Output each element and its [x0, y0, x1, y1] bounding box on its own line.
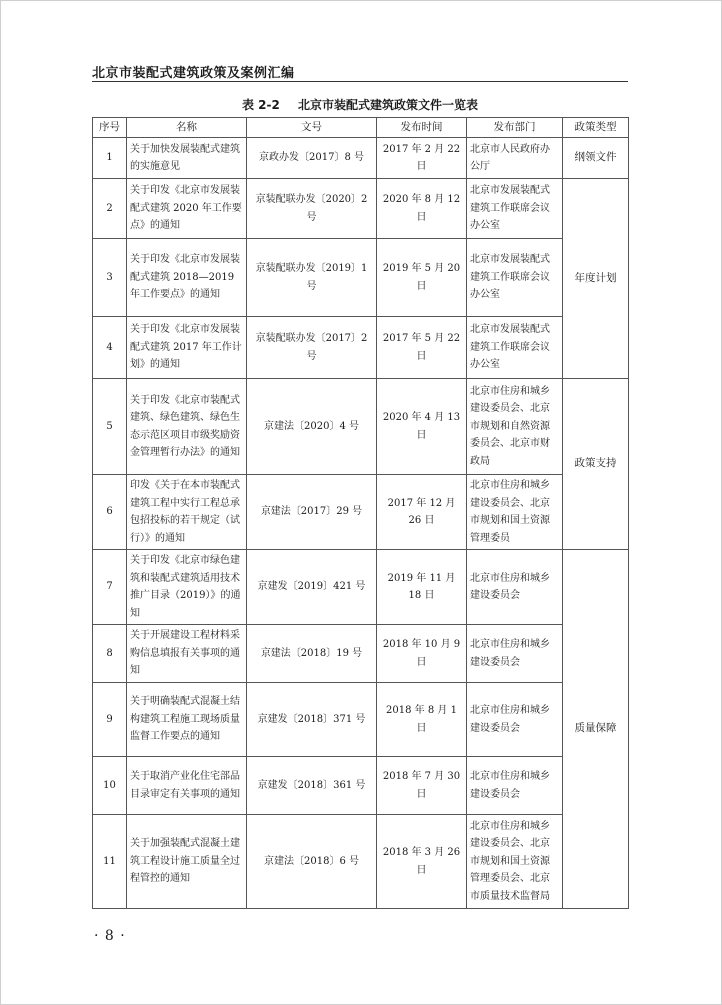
col-header-name: 名称	[127, 118, 247, 138]
policy-name: 关于印发《北京市发展装配式建筑 2017 年工作计划》的通知	[127, 317, 247, 379]
policy-name: 关于印发《北京市绿色建筑和装配式建筑适用技术推广目录（2019）》的通知	[127, 550, 247, 625]
table-title: 北京市装配式建筑政策文件一览表	[298, 98, 479, 112]
publish-date: 2018 年 8 月 1 日	[377, 683, 467, 757]
policy-name: 关于开展建设工程材料采购信息填报有关事项的通知	[127, 625, 247, 683]
issuing-department: 北京市住房和城乡建设委员会	[467, 683, 563, 757]
publish-date: 2020 年 8 月 12 日	[377, 179, 467, 239]
document-number: 京建法〔2018〕6 号	[247, 815, 377, 909]
policy-name: 关于印发《北京市发展装配式建筑 2018—2019 年工作要点》的通知	[127, 239, 247, 317]
publish-date: 2018 年 7 月 30 日	[377, 757, 467, 815]
table-number: 表 2-2	[241, 98, 280, 112]
table-row	[93, 683, 629, 757]
table-row	[93, 815, 629, 909]
row-number: 6	[93, 475, 127, 550]
issuing-department: 北京市住房和城乡建设委员会	[467, 757, 563, 815]
table-row	[93, 757, 629, 815]
publish-date: 2018 年 10 月 9 日	[377, 625, 467, 683]
document-number: 京建发〔2019〕421 号	[247, 550, 377, 625]
publish-date: 2018 年 3 月 26 日	[377, 815, 467, 909]
issuing-department: 北京市发展装配式建筑工作联席会议办公室	[467, 317, 563, 379]
issuing-department: 北京市发展装配式建筑工作联席会议办公室	[467, 239, 563, 317]
policy-name: 关于明确装配式混凝土结构建筑工程施工现场质量监督工作要点的通知	[127, 683, 247, 757]
publish-date: 2019 年 11 月 18 日	[377, 550, 467, 625]
running-header: 北京市装配式建筑政策及案例汇编	[92, 66, 295, 81]
table-row	[93, 179, 629, 239]
row-number: 11	[93, 815, 127, 909]
row-number: 8	[93, 625, 127, 683]
document-number: 京装配联办发〔2017〕2 号	[247, 317, 377, 379]
policy-type: 质量保障	[563, 550, 629, 909]
col-header-type: 政策类型	[563, 118, 629, 138]
table-row	[93, 550, 629, 625]
issuing-department: 北京市住房和城乡建设委员会、北京市规划和自然资源委员会、北京市财政局	[467, 379, 563, 475]
col-header-dept: 发布部门	[467, 118, 563, 138]
policy-type: 年度计划	[563, 179, 629, 379]
row-number: 1	[93, 138, 127, 179]
table-row	[93, 239, 629, 317]
row-number: 9	[93, 683, 127, 757]
issuing-department: 北京市人民政府办公厅	[467, 138, 563, 179]
document-number: 京建发〔2018〕361 号	[247, 757, 377, 815]
issuing-department: 北京市住房和城乡建设委员会	[467, 550, 563, 625]
table-row	[93, 379, 629, 475]
row-number: 4	[93, 317, 127, 379]
table-row	[93, 475, 629, 550]
document-number: 京建法〔2018〕19 号	[247, 625, 377, 683]
table-caption	[92, 96, 628, 113]
policy-table	[92, 117, 629, 909]
policy-type: 纲领文件	[563, 138, 629, 179]
policy-name: 关于印发《北京市装配式建筑、绿色建筑、绿色生态示范区项目市级奖励资金管理暂行办法》的通知	[127, 379, 247, 475]
policy-name: 关于加强装配式混凝土建筑工程设计施工质量全过程管控的通知	[127, 815, 247, 909]
table-row	[93, 625, 629, 683]
document-number: 京建发〔2018〕371 号	[247, 683, 377, 757]
document-number: 京政办发〔2017〕8 号	[247, 138, 377, 179]
row-number: 3	[93, 239, 127, 317]
row-number: 10	[93, 757, 127, 815]
table-row	[93, 138, 629, 179]
issuing-department: 北京市住房和城乡建设委员会、北京市规划和国土资源管理委员	[467, 475, 563, 550]
issuing-department: 北京市发展装配式建筑工作联席会议办公室	[467, 179, 563, 239]
publish-date: 2017 年 5 月 22 日	[377, 317, 467, 379]
policy-name: 印发《关于在本市装配式建筑工程中实行工程总承包招投标的若干规定（试行）》的通知	[127, 475, 247, 550]
policy-type: 政策支持	[563, 379, 629, 550]
policy-name: 关于印发《北京市发展装配式建筑 2020 年工作要点》的通知	[127, 179, 247, 239]
col-header-date: 发布时间	[377, 118, 467, 138]
issuing-department: 北京市住房和城乡建设委员会	[467, 625, 563, 683]
publish-date: 2020 年 4 月 13 日	[377, 379, 467, 475]
page-number: · 8 ·	[94, 928, 126, 944]
document-number: 京建法〔2017〕29 号	[247, 475, 377, 550]
col-header-doc: 文号	[247, 118, 377, 138]
table-header-row	[93, 118, 629, 138]
publish-date: 2017 年 12 月 26 日	[377, 475, 467, 550]
document-number: 京装配联办发〔2020〕2 号	[247, 179, 377, 239]
issuing-department: 北京市住房和城乡建设委员会、北京市规划和国土资源管理委员会、北京市质量技术监督局	[467, 815, 563, 909]
publish-date: 2019 年 5 月 20 日	[377, 239, 467, 317]
row-number: 5	[93, 379, 127, 475]
header-rule	[92, 81, 628, 82]
row-number: 2	[93, 179, 127, 239]
table-row	[93, 317, 629, 379]
policy-name: 关于加快发展装配式建筑的实施意见	[127, 138, 247, 179]
col-header-no: 序号	[93, 118, 127, 138]
policy-name: 关于取消产业化住宅部品目录审定有关事项的通知	[127, 757, 247, 815]
publish-date: 2017 年 2 月 22 日	[377, 138, 467, 179]
document-number: 京建法〔2020〕4 号	[247, 379, 377, 475]
document-number: 京装配联办发〔2019〕1 号	[247, 239, 377, 317]
row-number: 7	[93, 550, 127, 625]
